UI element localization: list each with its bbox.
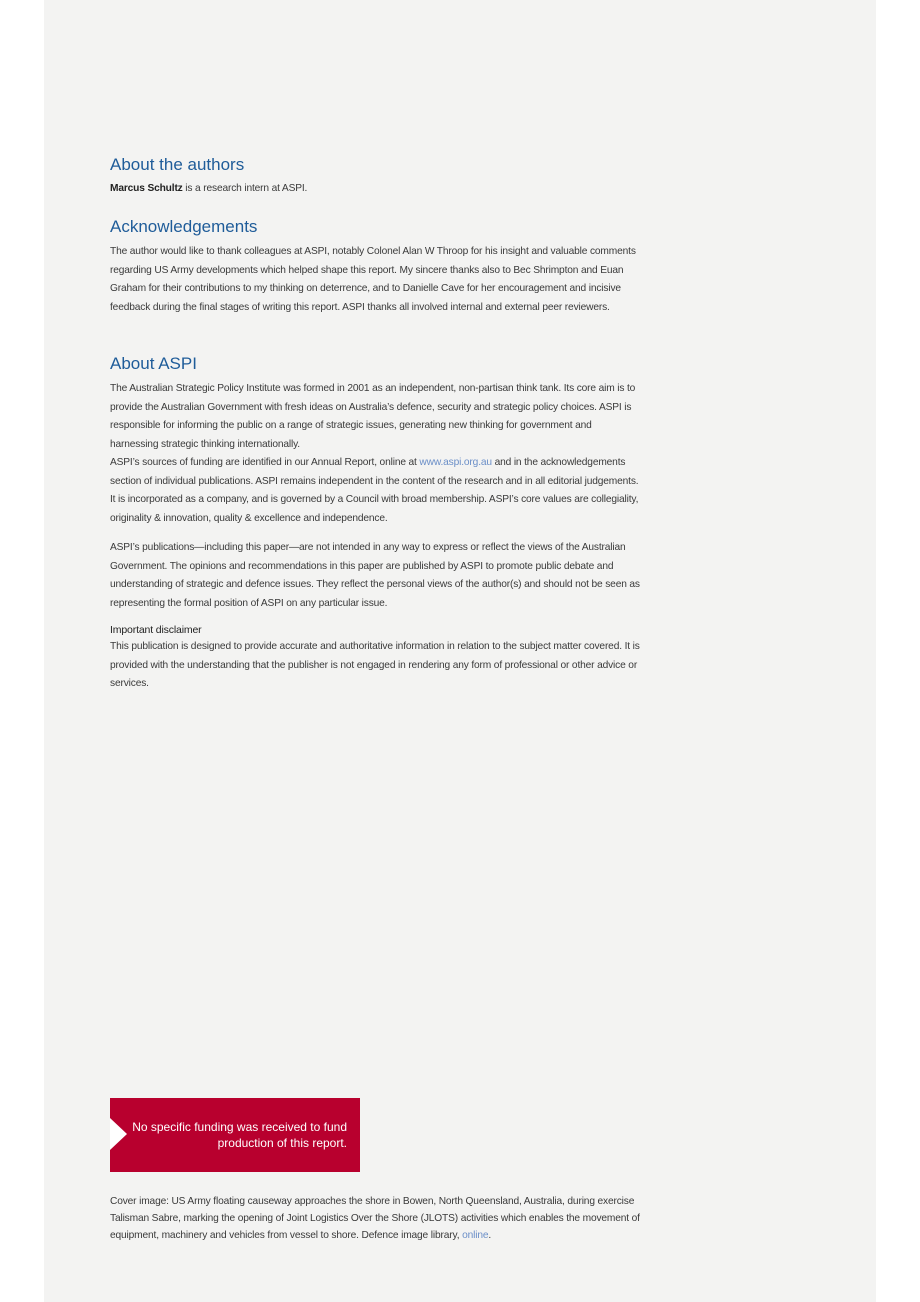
about-aspi-intro: The Australian Strategic Policy Institute was formed in 2001 as an independent, non-partisan think tank. Its core aim is to provide the Australian Government with fresh ideas on Australia’s defence, security and strategic policy choices. ASPI is responsible for informing the public on a range of strategic issues, generating new thinking for government and harnessing strategic thinking internationally. — [110, 383, 636, 450]
cover-image-credit — [110, 1193, 640, 1244]
about-aspi-funding: ASPI’s sources of funding are identified in our Annual Report, online at — [110, 457, 420, 468]
author-name: Marcus Schultz — [110, 183, 183, 194]
author-bio — [110, 180, 640, 199]
acknowledgements-heading: Acknowledgements — [110, 217, 258, 236]
acknowledgements-text: The author would like to thank colleagues at ASPI, notably Colonel Alan W Throop for his insight and valuable comments regarding US Army developments which helped shape this report. My sincere thanks also to Bec Shrimpton and Euan Graham for their contributions to my thinking on deterrence, and to Danielle Cave for her encouragement and incisive feedback during the final stages of writing this report. ASPI thanks all involved internal and external peer reviewers. — [110, 246, 636, 313]
about-aspi-paragraph-1 — [110, 380, 640, 528]
acknowledgements-section — [110, 217, 640, 317]
aspi-website-link[interactable]: www.aspi.org.au — [419, 457, 492, 468]
about-aspi-governance: and in the acknowledgements section of individual publications. ASPI remains independent in the content of the research and in all editorial judgements. It is incorporated as a company, and is governed by a Council with broad membership. ASPI’s core values are collegiality, originality & innovation, quality & excellence and independence. — [110, 457, 639, 524]
cover-image-link[interactable]: online — [462, 1230, 489, 1241]
cover-image-caption — [110, 1193, 640, 1244]
funding-note-box — [110, 1098, 360, 1172]
about-authors-heading: About the authors — [110, 155, 245, 174]
about-aspi-heading: About ASPI — [110, 354, 197, 373]
about-authors-section — [110, 155, 640, 199]
disclaimer-heading: Important disclaimer — [110, 624, 202, 636]
author-description: is a research intern at ASPI. — [182, 183, 308, 194]
cover-image-text: Cover image: US Army floating causeway approaches the shore in Bowen, North Queensland, Australia, during exercise Talisman Sabre, marking the opening of Joint Logistics Over the Shore (JLOTS) activities which enables the movement of equipment, machinery and vehicles from vessel to shore. Defence image library, — [110, 1196, 640, 1241]
funding-note-text: No specific funding was received to fund production of this report. — [132, 1120, 347, 1150]
cover-image-end: . — [488, 1230, 492, 1241]
page — [44, 0, 876, 1302]
about-aspi-section — [110, 354, 640, 694]
arrow-icon — [110, 1118, 127, 1150]
disclaimer-text: This publication is designed to provide accurate and authoritative information in relation to the subject matter covered. It is provided with the understanding that the publisher is not engaged in rendering any form of professional or other advice or services. — [110, 641, 640, 689]
about-aspi-paragraph-2: ASPI’s publications—including this paper—are not intended in any way to express or reflect the views of the Australian Government. The opinions and recommendations in this paper are published by ASPI to promote public debate and understanding of strategic and defence issues. They reflect the personal views of the author(s) and should not be seen as representing the formal position of ASPI on any particular issue. — [110, 542, 640, 609]
